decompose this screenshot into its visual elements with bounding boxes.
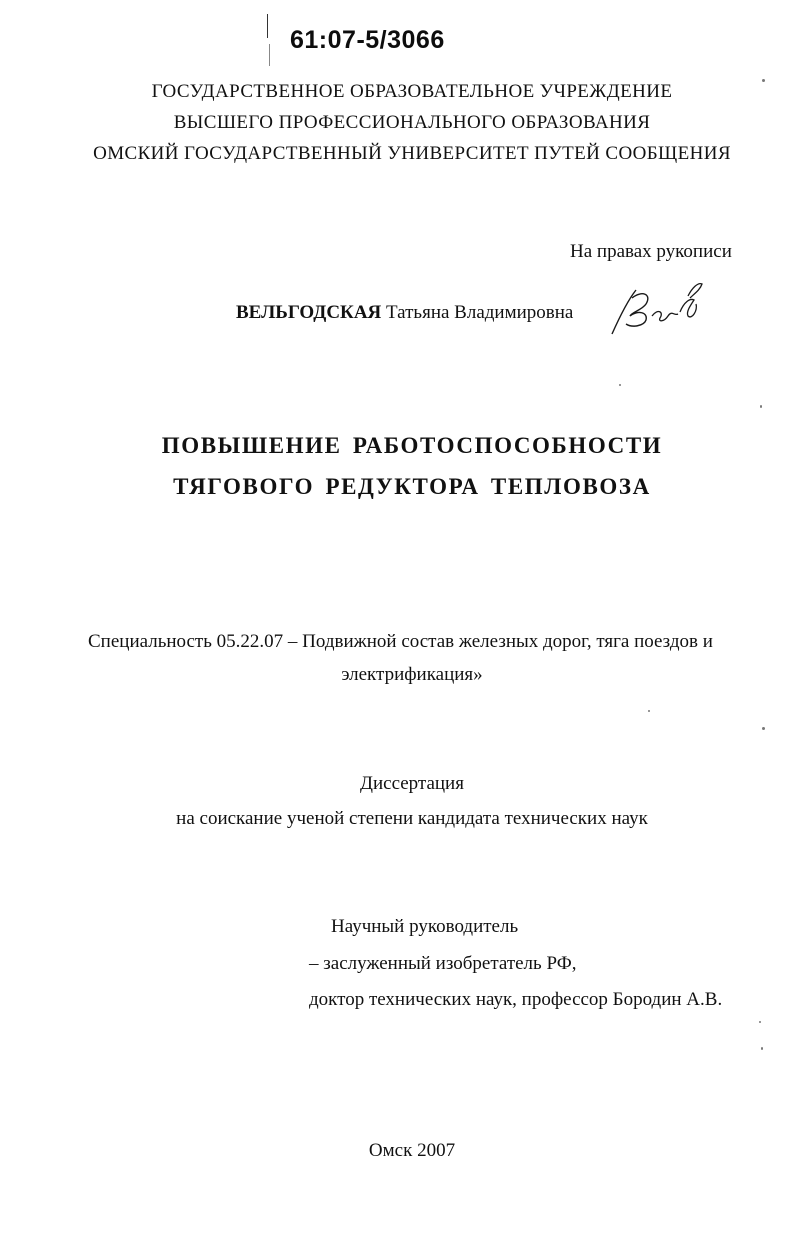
title-line-2: ТЯГОВОГО РЕДУКТОРА ТЕПЛОВОЗА <box>173 474 651 499</box>
scan-speck <box>761 1047 763 1050</box>
scan-speck <box>759 1021 761 1023</box>
scan-speck <box>619 384 621 386</box>
advisor-line-1: Научный руководитель <box>331 916 519 937</box>
institution-line-3: ОМСКИЙ ГОСУДАРСТВЕННЫЙ УНИВЕРСИТЕТ ПУТЕЙ СООБЩЕНИЯ <box>93 143 731 164</box>
author-given-names: Татьяна Владимировна <box>386 302 574 323</box>
archive-code: 61:07-5/3066 <box>290 26 445 54</box>
scan-speck <box>648 710 650 712</box>
document-type-line-1: Диссертация <box>360 773 464 794</box>
advisor-line-3: доктор технических наук, профессор Бородин А.В. <box>309 989 723 1010</box>
place-year: Омск 2007 <box>368 1140 456 1161</box>
author-name <box>236 302 573 324</box>
scan-speck <box>762 79 765 82</box>
document-type-line-2: на соискание ученой степени кандидата технических наук <box>176 808 648 829</box>
specialty-line-1: Специальность 05.22.07 – Подвижной состав железных дорог, тяга поездов и <box>88 631 713 652</box>
institution-line-1: ГОСУДАРСТВЕННОЕ ОБРАЗОВАТЕЛЬНОЕ УЧРЕЖДЕНИЕ <box>151 81 673 102</box>
advisor-line-2: – заслуженный изобретатель РФ, <box>309 953 577 974</box>
stamp-line-left <box>267 14 268 38</box>
scan-speck <box>760 405 762 408</box>
rights-notice: На правах рукописи <box>570 241 732 262</box>
stamp-line-left-lower <box>269 44 270 66</box>
signature-icon <box>602 276 712 342</box>
institution-line-2: ВЫСШЕГО ПРОФЕССИОНАЛЬНОГО ОБРАЗОВАНИЯ <box>173 112 651 133</box>
specialty-line-2: электрификация» <box>341 664 483 685</box>
title-line-1: ПОВЫШЕНИЕ РАБОТОСПОСОБНОСТИ <box>161 433 663 458</box>
author-surname: ВЕЛЬГОДСКАЯ <box>236 302 382 323</box>
scan-speck <box>762 727 765 730</box>
